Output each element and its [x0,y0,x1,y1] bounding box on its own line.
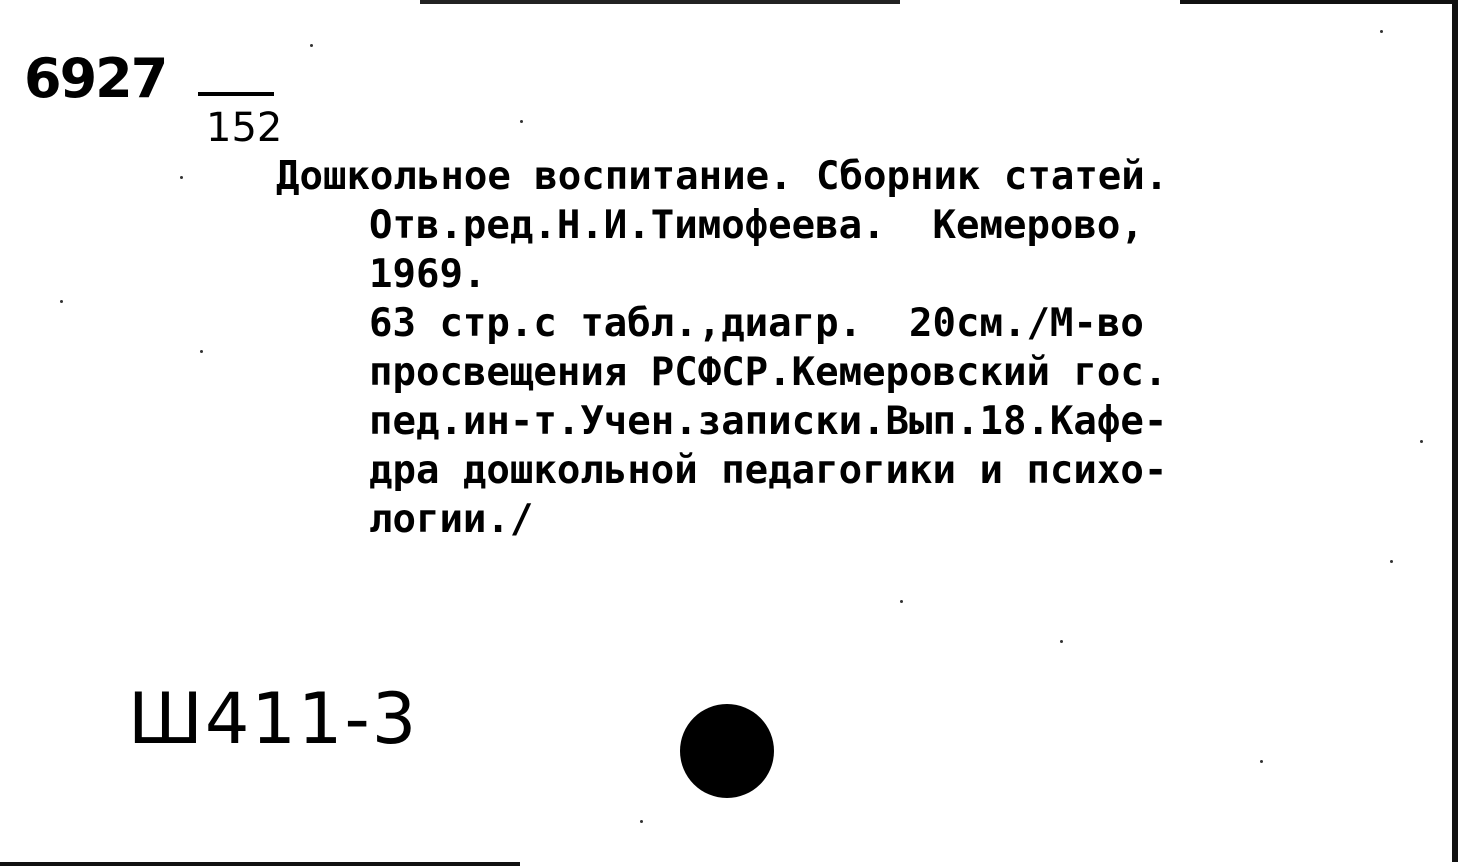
entry-title-line: Дошкольное воспитание. Сборник статей. [276,154,1169,199]
dust-speck [310,44,313,47]
handwritten-classification-code: Ш411-3 [128,678,419,760]
dust-speck [60,300,63,303]
card-right-edge [1452,0,1458,866]
entry-line: просвещения РСФСР.Кемеровский гос. [369,350,1168,395]
shelfmark-divider [198,92,274,96]
dust-speck [520,120,523,123]
entry-line: логии./ [369,497,534,542]
shelfmark-number: 6927 [24,47,167,110]
dust-speck [200,350,203,353]
dust-speck [1420,440,1423,443]
dust-speck [1060,640,1063,643]
dust-speck [900,600,903,603]
shelfmark-sub-number: 152 [206,105,283,151]
dust-speck [640,820,643,823]
bibliographic-entry [276,152,1416,544]
card-bottom-edge [0,862,1458,866]
dust-speck [1380,30,1383,33]
card-top-edge [0,0,1458,4]
punch-hole [680,704,774,798]
entry-line: 63 стр.с табл.,диагр. 20см./М-во [369,301,1144,346]
dust-speck [180,176,183,179]
entry-line: дра дошкольной педагогики и психо- [369,448,1168,493]
entry-line: Отв.ред.Н.И.Тимофеева. Кемерово, [369,203,1144,248]
dust-speck [1390,560,1393,563]
entry-line: 1969. [369,252,487,297]
dust-speck [1260,760,1263,763]
entry-line: пед.ин-т.Учен.записки.Вып.18.Кафе- [369,399,1168,444]
